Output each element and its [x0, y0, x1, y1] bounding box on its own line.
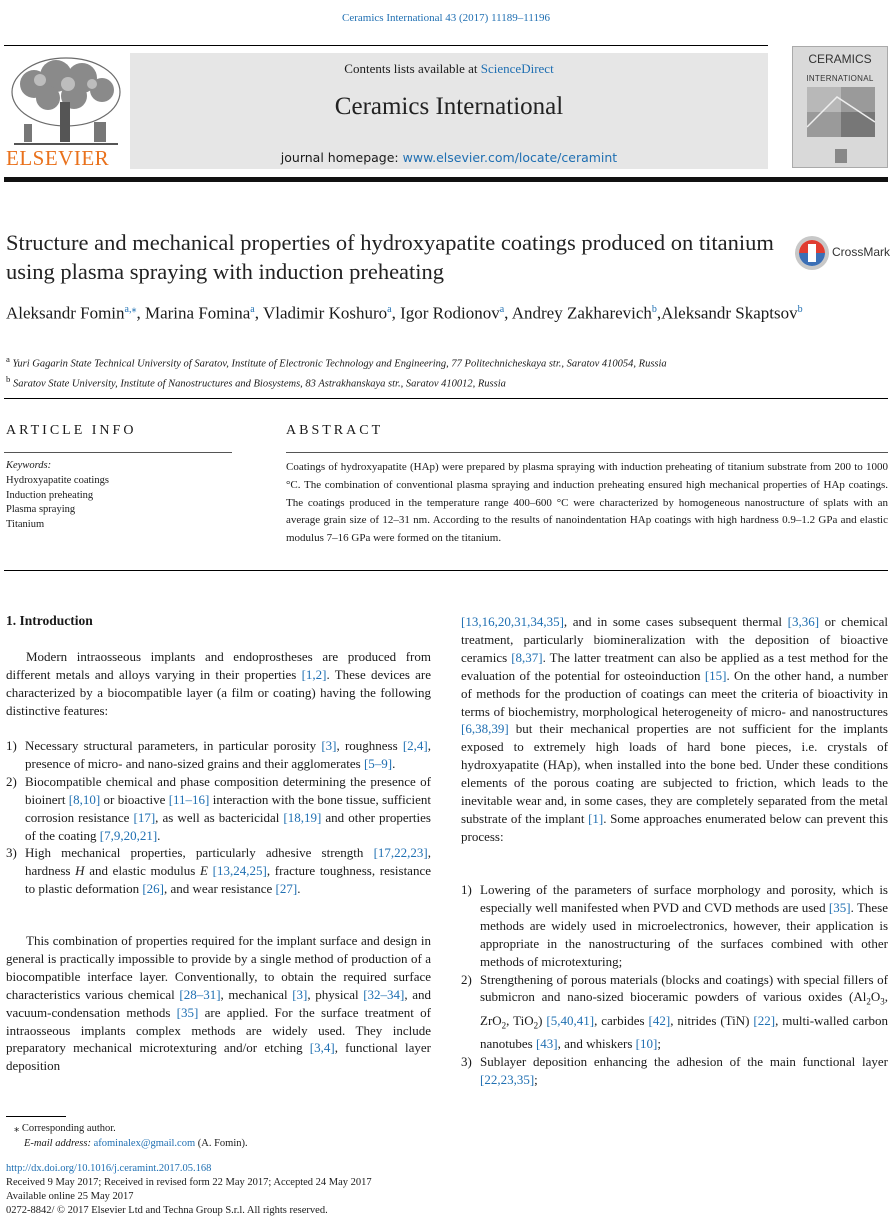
author-name: Igor Rodionov — [400, 303, 500, 323]
article-title: Structure and mechanical properties of hydroxyapatite coatings produced on titanium using plasma spraying with induction preheating — [6, 230, 774, 284]
subscript: 2 — [533, 1020, 539, 1031]
email-link[interactable]: afominalex@gmail.com — [93, 1138, 196, 1149]
feature-list — [6, 737, 431, 898]
list-item — [6, 844, 431, 898]
homepage-prefix: journal homepage: — [280, 150, 403, 165]
sciencedirect-link[interactable]: ScienceDirect — [480, 61, 554, 76]
footnotes — [14, 1121, 248, 1151]
article-info-heading: ARTICLE INFO — [6, 423, 137, 438]
publisher-name: ELSEVIER — [6, 146, 110, 170]
doi-link[interactable]: http://dx.doi.org/10.1016/j.ceramint.2017.05.168 — [6, 1163, 212, 1174]
homepage-line — [130, 150, 768, 165]
section-heading-introduction: 1. Introduction — [6, 613, 93, 628]
publication-info — [6, 1162, 372, 1218]
footnote-rule — [6, 1116, 66, 1117]
journal-cover-thumbnail[interactable] — [792, 46, 888, 168]
article-info-top-rule — [4, 398, 888, 399]
citation-link[interactable]: [27] — [275, 881, 298, 897]
keyword: Induction preheating — [6, 489, 94, 501]
italic-symbol: E — [200, 863, 208, 879]
citation-link[interactable]: [1] — [588, 810, 604, 826]
masthead-rule — [4, 177, 888, 182]
citation-link[interactable]: [5–9] — [363, 755, 393, 771]
journal-name: Ceramics International — [334, 93, 564, 120]
journal-homepage-link[interactable]: www.elsevier.com/locate/ceramint — [402, 150, 618, 165]
list-item-text: Necessary structural parameters, in particular porosity [3], roughness [2,4], presence of micro- and nano-sized grains and their agglomerates [5–9]. — [25, 738, 431, 771]
author-name: Andrey Zakharevich — [511, 303, 652, 323]
journal-reference-link[interactable]: Ceramics International 43 (2017) 11189–11196 — [342, 12, 550, 24]
citation-link[interactable]: [17] — [133, 809, 156, 825]
citation-link[interactable]: [3] — [321, 738, 337, 753]
citation-link[interactable]: [13,24,25] — [212, 863, 267, 879]
paragraph-intro-3: [13,16,20,31,34,35], and in some cases subsequent thermal [3,36] or chemical treatment, particularly biomineralization with the deposition of bioactive ceramics [8,37]. The latter treatment can also be applied as a test method for the evaluation of the potential for osteoinduction [15]. On the other hand, a number of methods for the production of coatings can meet the criteria of bioactivity in terms of biochemistry, morphological heterogeneity of micro- and nanostructures [6,38,39] but their mechanical properties are not sufficient for the implants exposed to extremely high loads of hard bone pieces, i.e. crystals of hydroxyapatite (HAp), when installed into the bone bed. Under these conditions elements of the porous coating are subjected to friction, which leads to the inevitable wear and, in some cases, they are completely separated from the metal substrate of the implant [1]. Some approaches enumerated below can prevent this process: — [461, 614, 888, 844]
list-item-number: 3) — [6, 845, 17, 861]
affiliation-text: Yuri Gagarin State Technical University of Saratov, Institute of Electronic Technology and Engineering, 77 Politechnicheskaya str., Saratov 410054, Russia — [9, 358, 667, 370]
list-item — [461, 971, 888, 1054]
list-item-text: High mechanical properties, particularly adhesive strength [17,22,23], hardness H and elastic modulus E [13,24,25], fracture toughness, resistance to plastic deformation [26], and wear resistance [27]. — [25, 845, 431, 897]
list-item — [6, 773, 431, 845]
citation-link[interactable]: [28–31] — [179, 986, 221, 1002]
citation-link[interactable]: [43] — [535, 1036, 558, 1052]
citation-link[interactable]: [13,16,20,31,34,35] — [461, 614, 564, 629]
citation-link[interactable]: [18,19] — [283, 809, 322, 825]
citation-link[interactable]: [5,40,41] — [546, 1012, 595, 1028]
crossmark-label[interactable]: CrossMark — [832, 245, 891, 259]
cover-title: CERAMICS — [808, 52, 872, 66]
keywords-label: Keywords: — [6, 460, 52, 471]
received-dates: Received 9 May 2017; Received in revised form 22 May 2017; Accepted 24 May 2017 — [6, 1177, 372, 1188]
affiliation-marker[interactable]: a — [387, 304, 392, 315]
list-item-text: Sublayer deposition enhancing the adhesion of the main functional layer [22,23,35]; — [480, 1054, 888, 1088]
citation-link[interactable]: [8,37] — [511, 649, 543, 665]
affiliation-marker[interactable]: b — [797, 304, 803, 315]
citation-link[interactable]: [11–16] — [168, 791, 210, 807]
citation-link[interactable]: [6,38,39] — [461, 721, 509, 737]
approach-list — [461, 881, 888, 1089]
subscript: 2 — [866, 997, 871, 1008]
author-name: Marina Fomina — [144, 303, 251, 323]
list-item-text: Strengthening of porous materials (blocks and coatings) with special fillers of submicron and nano-sized bioceramic powders of various oxides ($Al_2O_3$, ZrO$_2$, TiO$_2$) [5,40,41], carbides [42], nitrides (TiN) [22], multi-walled carbon nanotubes [43], and whiskers [10]; — [480, 971, 889, 1052]
affiliation-text: Saratov State University, Institute of Nanostructures and Biosystems, 83 Astrakhanskaya str., Saratov 410012, Russia — [10, 378, 506, 389]
author-list: Aleksandr Fomin$^{a,⁎}$, Marina Fomina$^a$, Vladimir Koshuro$^a$, Igor Rodionov$^a$, Andrey Zakharevich$^b$,Aleksandr Skaptsov$^b$ — [6, 303, 803, 323]
abstract-heading: ABSTRACT — [286, 423, 384, 438]
subscript: 2 — [501, 1020, 507, 1031]
citation-link[interactable]: [10] — [635, 1036, 658, 1052]
list-item — [6, 737, 431, 773]
affiliation-item — [6, 352, 876, 372]
citation-link[interactable]: [3,4] — [309, 1040, 335, 1056]
journal-masthead — [130, 53, 768, 169]
email-suffix: (A. Fomin). — [195, 1138, 248, 1149]
keyword: Titanium — [6, 518, 45, 530]
affiliation-marker[interactable]: b — [651, 304, 657, 315]
list-item-text: Biocompatible chemical and phase composition determining the presence of bioinert [8,10] or bioactive [11–16] interaction with the bone tissue, sufficient corrosion resistance [17], as well as bactericidal [18,19] and other properties of the coating [7,9,20,21]. — [25, 773, 431, 843]
copyright: 0272-8842/ © 2017 Elsevier Ltd and Techna Group S.r.l. All rights reserved. — [6, 1205, 328, 1216]
list-item — [461, 881, 888, 971]
contents-prefix: Contents lists available at — [344, 61, 481, 76]
keyword: Hydroxyapatite coatings — [6, 475, 109, 486]
citation-link[interactable]: [7,9,20,21] — [99, 827, 158, 843]
citation-link[interactable]: [17,22,23] — [373, 845, 428, 861]
citation-link[interactable]: [22,23,35] — [480, 1072, 535, 1088]
list-item-number: 3) — [461, 1054, 472, 1070]
abstract-rule — [286, 452, 888, 453]
contents-line — [130, 61, 768, 77]
citation-link[interactable]: [26] — [142, 881, 165, 897]
list-item-number: 1) — [6, 738, 17, 753]
affiliation-marker[interactable]: a — [499, 304, 505, 315]
citation-link[interactable]: [3] — [292, 986, 308, 1002]
citation-link[interactable]: [3,36] — [787, 614, 820, 629]
citation-link[interactable]: [8,10] — [68, 791, 101, 807]
cover-image — [807, 87, 875, 137]
keywords-list — [6, 474, 109, 532]
author-name: Vladimir Koshuro — [262, 303, 388, 323]
article-info-rule — [4, 452, 232, 453]
abstract-text: Coatings of hydroxyapatite (HAp) were prepared by plasma spraying with induction preheating of titanium substrate from 200 to 1000 °C. The combination of conventional plasma spraying and induction preheating ensured high mechanical properties of HAp coatings. The coatings produced in the temperature range 400–600 °C were characterized by homogeneous nanostructure of splats with an average grain size of 12–31 nm. According to the results of nanoindentation HAp coatings with high hardness 0.9–1.2 GPa and elastic modulus 7–16 GPa were formed on the titanium. — [286, 461, 888, 545]
email-label: E-mail address: — [24, 1138, 91, 1149]
subscript: 3 — [880, 997, 885, 1008]
affiliations — [6, 352, 876, 391]
paragraph-intro-2: This combination of properties required for the implant surface and design in general is practically impossible to provide by a single method of production of a biocompatible interface layer. Conventionally, to obtain the required surface characteristics various chemical [28–31], mechanical [3], physical [32–34], and vacuum-condensation methods [35] are applied. For the surface treatment of intraosseous implants complex methods are widely used. They include preparatory mechanical microtexturing and/or etching [3,4], functional layer deposition — [6, 933, 432, 1074]
affiliation-marker[interactable]: a,⁎ — [124, 304, 137, 315]
author-name: Aleksandr Fomin — [6, 303, 125, 323]
citation-link[interactable]: [35] — [176, 1004, 199, 1020]
affiliation-item — [6, 372, 876, 392]
citation-link[interactable]: [32–34] — [363, 986, 405, 1002]
list-item-text: Lowering of the parameters of surface morphology and porosity, which is especially well manifested when PVD and CVD methods are used [35]. These methods are widely used in microelectronics, however, their application is appropriate in the nanostructuring of the surfaces combined with other methods of microtexturing; — [480, 882, 888, 969]
cover-subtitle: INTERNATIONAL — [806, 74, 874, 83]
citation-link[interactable]: [2,4] — [402, 738, 428, 753]
citation-link[interactable]: [42] — [648, 1012, 671, 1028]
cover-publisher-logo — [835, 149, 847, 163]
header-rule — [4, 45, 768, 46]
affiliation-label: a — [6, 354, 10, 364]
italic-symbol: H — [75, 863, 85, 879]
list-item-number: 2) — [461, 971, 472, 987]
keyword: Plasma spraying — [6, 504, 76, 515]
author-name: Aleksandr Skaptsov — [661, 303, 798, 323]
citation-link[interactable]: [35] — [828, 899, 851, 915]
corresponding-author-note: ⁎ Corresponding author. — [14, 1123, 116, 1134]
list-item — [461, 1053, 888, 1089]
online-date: Available online 25 May 2017 — [6, 1191, 134, 1202]
list-item-number: 1) — [461, 882, 472, 897]
citation-link[interactable]: [1,2] — [301, 666, 327, 682]
email-line — [14, 1136, 248, 1151]
body-top-rule — [4, 570, 888, 571]
citation-link[interactable]: [22] — [753, 1012, 776, 1028]
citation-link[interactable]: [15] — [704, 667, 727, 683]
list-item-number: 2) — [6, 773, 17, 789]
affiliation-label: b — [6, 373, 11, 384]
paragraph-intro-1: Modern intraosseous implants and endoprostheses are produced from different metals and alloys varying in their properties [1,2]. These devices are characterized by a biocompatible layer (a film or coating) having the following distinctive features: — [6, 649, 432, 718]
affiliation-marker[interactable]: a — [250, 304, 255, 315]
